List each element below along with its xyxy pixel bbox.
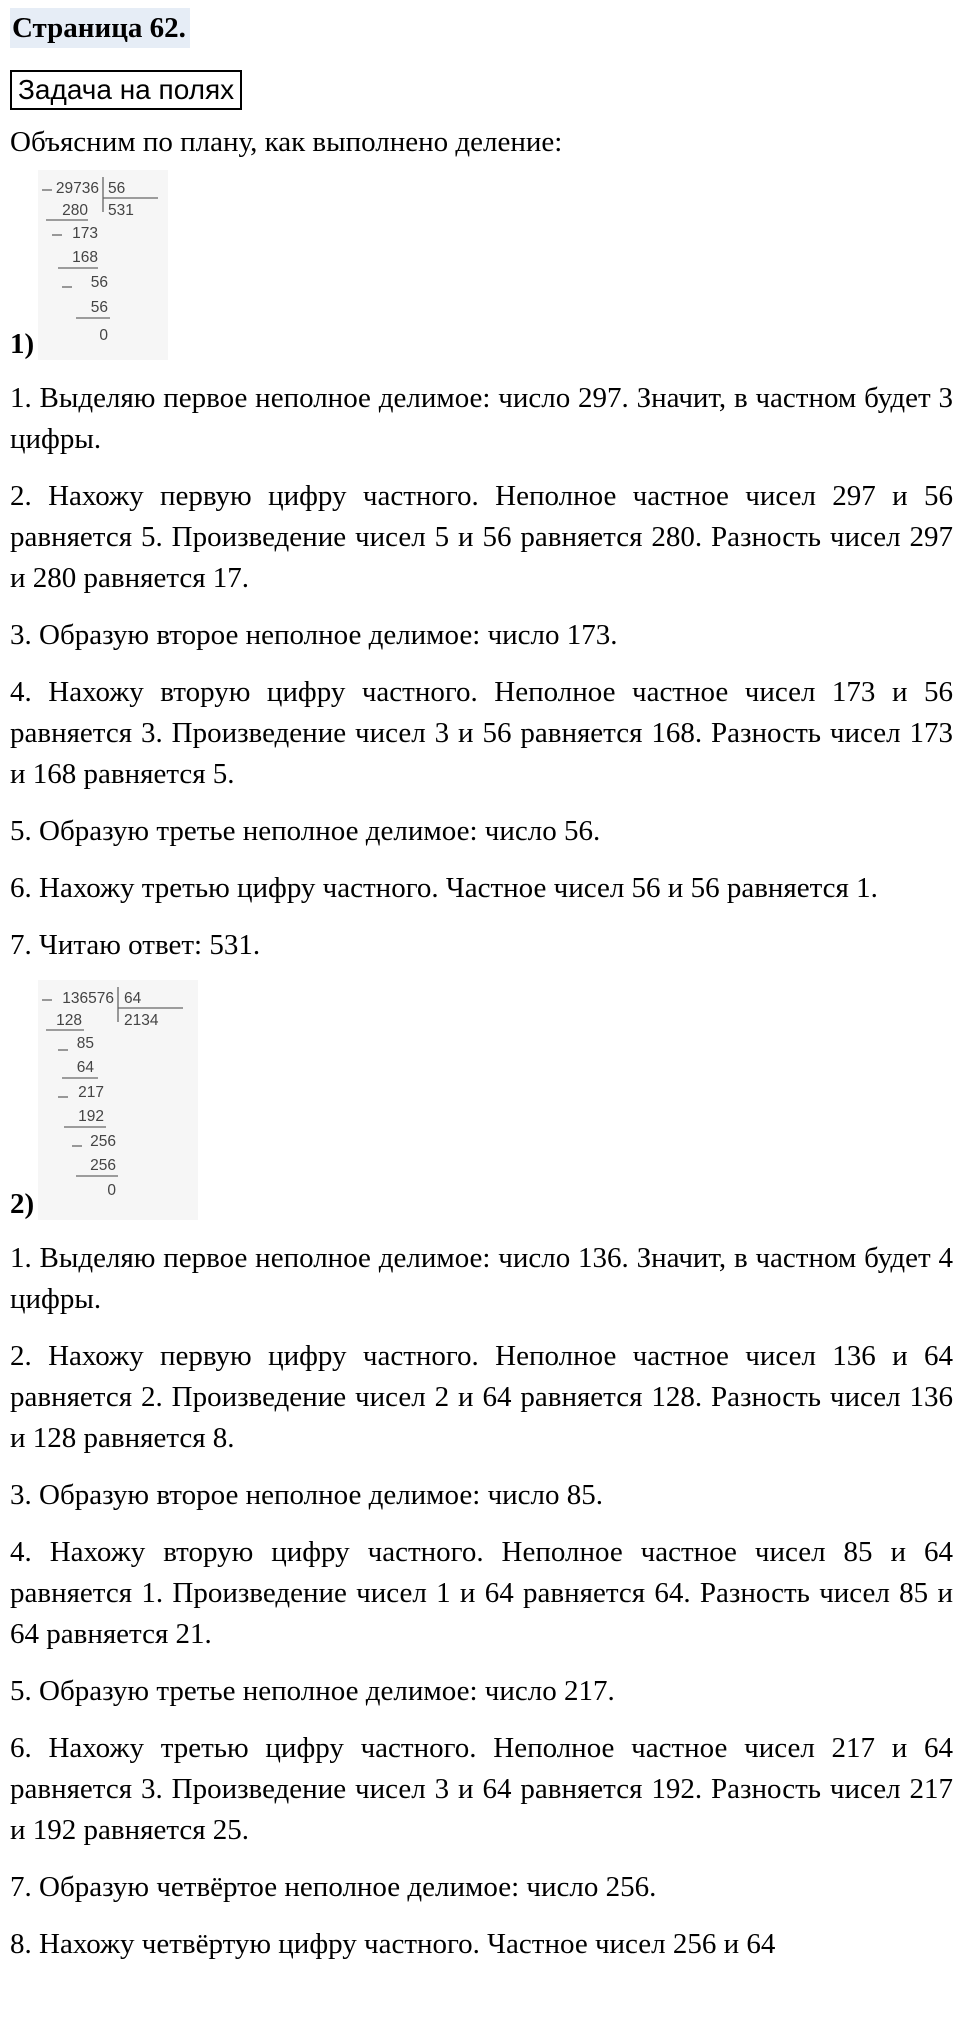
part2-row: 128 — [56, 1012, 83, 1029]
part1-label: 1) — [10, 328, 35, 360]
part1-row: 56 — [90, 274, 109, 291]
page — [10, 0, 953, 1965]
step-paragraph: 7. Образую четвёртое неполное делимое: число 256. — [10, 1871, 657, 1903]
step-paragraph: 6. Нахожу третью цифру частного. Неполное частное чисел 217 и 64 равняется 3. Произведение чисел 3 и 64 равняется 192. Разность чисел 217 и 192 равняется 25. — [10, 1732, 953, 1846]
part1-divisor: 56 — [108, 180, 126, 197]
part1-long-division — [38, 170, 168, 360]
part2-row: 256 — [90, 1157, 117, 1174]
part2-division-svg — [38, 980, 198, 1220]
part2-row: 64 — [76, 1059, 95, 1076]
part2-steps — [10, 1238, 953, 1965]
page-title: Страница 62. — [10, 8, 190, 48]
part1-dividend: 29736 — [56, 180, 100, 197]
step-paragraph: 5. Образую третье неполное делимое: число 56. — [10, 815, 601, 847]
part2-quotient: 2134 — [124, 1012, 159, 1029]
boxed-heading: Задача на полях — [10, 70, 242, 110]
step-paragraph: 3. Образую второе неполное делимое: число 173. — [10, 619, 618, 651]
part2-row: 0 — [107, 1182, 117, 1199]
step-paragraph: 2. Нахожу первую цифру частного. Неполное частное чисел 136 и 64 равняется 2. Произведение чисел 2 и 64 равняется 128. Разность чисел 136 и 128 равняется 8. — [10, 1340, 953, 1454]
part1-row: 173 — [72, 225, 99, 242]
step-paragraph: 3. Образую второе неполное делимое: число 85. — [10, 1479, 604, 1511]
part2-row: 85 — [76, 1035, 95, 1052]
part1-division-svg — [38, 170, 168, 360]
step-paragraph: 4. Нахожу вторую цифру частного. Неполное частное чисел 173 и 56 равняется 3. Произведение чисел 3 и 56 равняется 168. Разность чисел 173 и 168 равняется 5. — [10, 676, 953, 790]
part2-header — [10, 980, 953, 1220]
part1-row: 56 — [90, 299, 109, 316]
part2-label: 2) — [10, 1188, 35, 1220]
part2-row: 217 — [78, 1084, 105, 1101]
step-paragraph: 2. Нахожу первую цифру частного. Неполное частное чисел 297 и 56 равняется 5. Произведение чисел 5 и 56 равняется 280. Разность чисел 297 и 280 равняется 17. — [10, 480, 953, 594]
step-paragraph: 4. Нахожу вторую цифру частного. Неполное частное чисел 85 и 64 равняется 1. Произведение чисел 1 и 64 равняется 64. Разность чисел 85 и 64 равняется 21. — [10, 1536, 953, 1650]
part2-row: 192 — [78, 1108, 105, 1125]
step-paragraph: 7. Читаю ответ: 531. — [10, 929, 261, 961]
part1-row: 168 — [72, 249, 99, 266]
part2-divisor: 64 — [124, 990, 142, 1007]
intro-text: Объясним по плану, как выполнено деление: — [10, 126, 563, 158]
part1-row: 0 — [99, 327, 109, 344]
step-paragraph: 1. Выделяю первое неполное делимое: число 297. Значит, в частном будет 3 цифры. — [10, 382, 953, 455]
part2-long-division — [38, 980, 198, 1220]
step-paragraph: 5. Образую третье неполное делимое: число 217. — [10, 1675, 615, 1707]
step-paragraph: 1. Выделяю первое неполное делимое: число 136. Значит, в частном будет 4 цифры. — [10, 1242, 953, 1315]
part2-row: 256 — [90, 1133, 117, 1150]
step-paragraph: 8. Нахожу четвёртую цифру частного. Частное чисел 256 и 64 — [10, 1928, 776, 1960]
part1-quotient: 531 — [108, 202, 135, 219]
step-paragraph: 6. Нахожу третью цифру частного. Частное чисел 56 и 56 равняется 1. — [10, 872, 878, 904]
part1-header — [10, 170, 953, 360]
part1-row: 280 — [62, 202, 89, 219]
part1-steps — [10, 378, 953, 966]
part2-dividend: 136576 — [62, 990, 115, 1007]
